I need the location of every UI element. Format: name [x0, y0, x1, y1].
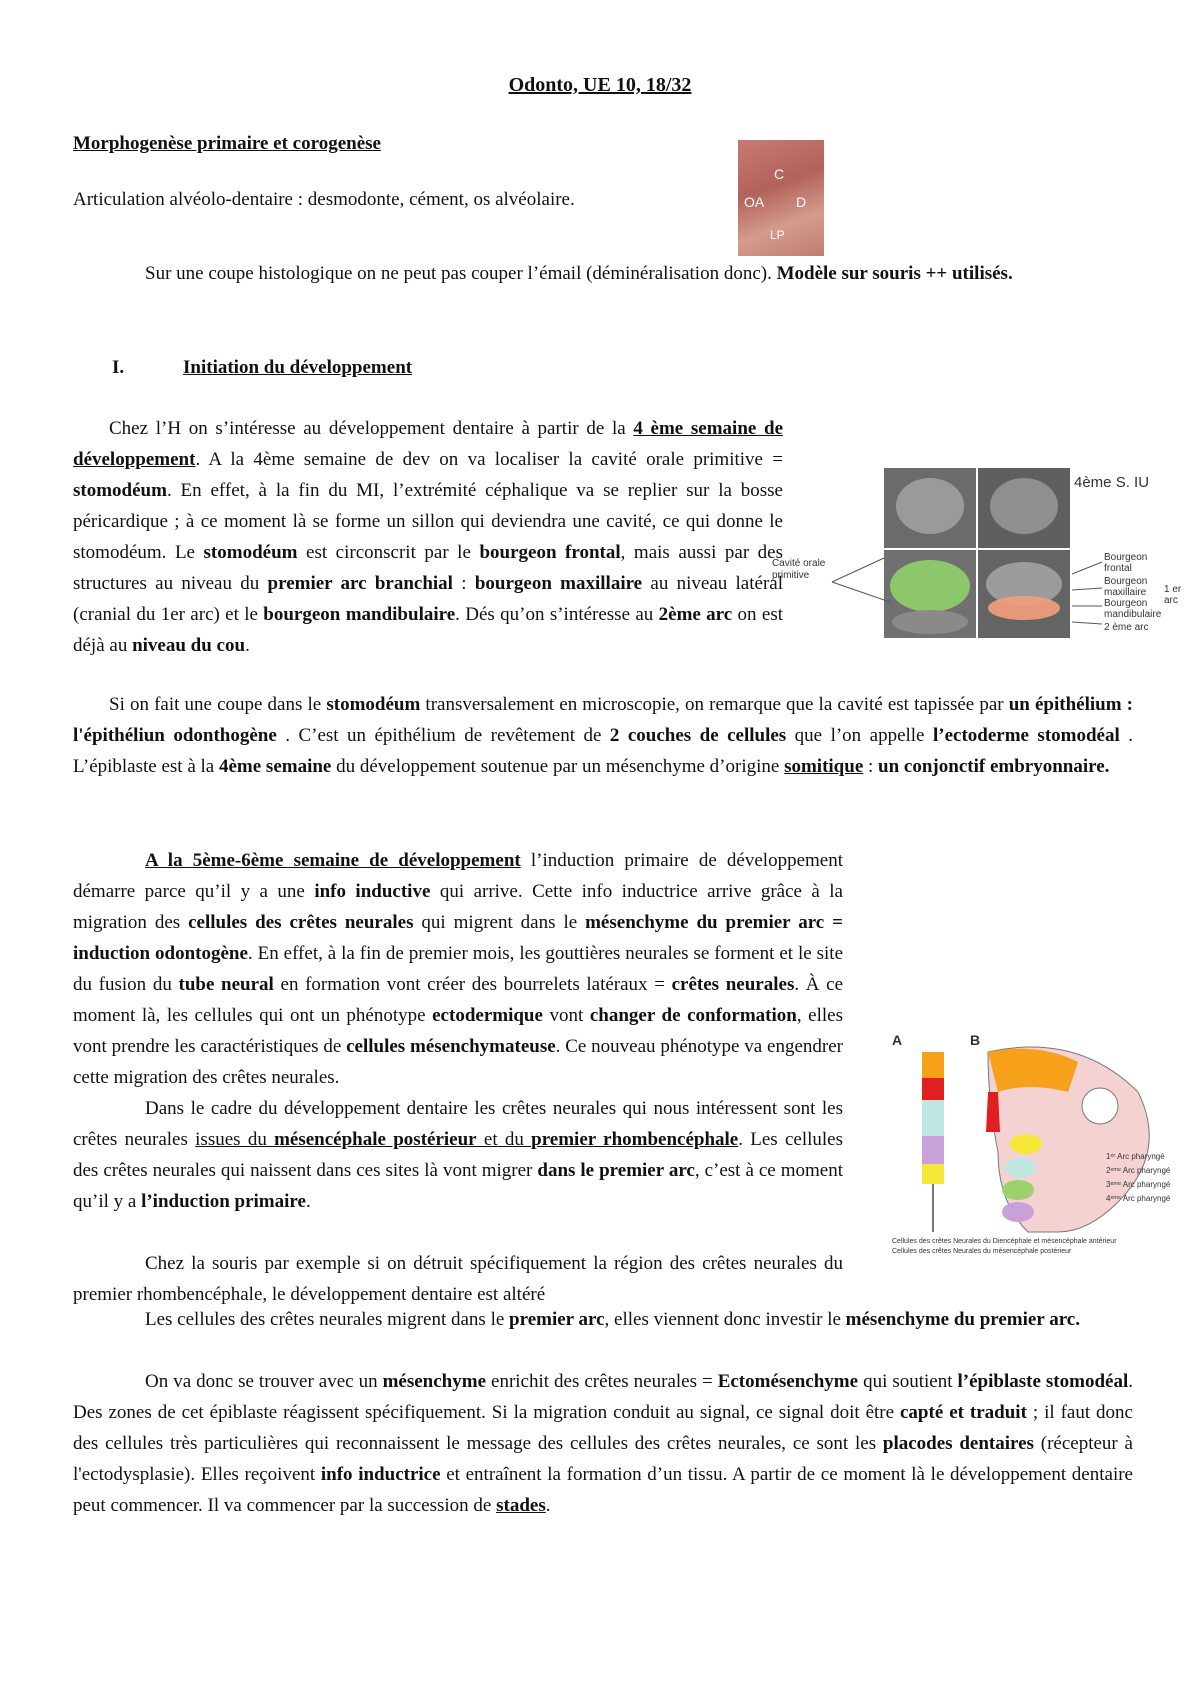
- figure-4th-week: [772, 466, 1182, 642]
- section-title: Morphogenèse primaire et corogenèse: [73, 133, 381, 154]
- sem-title: 4ème S. IU: [1074, 474, 1150, 491]
- crest-arc4: 4ᵉᵐᵉ Arc pharyngé: [1106, 1194, 1171, 1203]
- label-c: C: [774, 166, 785, 182]
- section1-title: Initiation du développement: [183, 357, 413, 378]
- label-2eme-arc: 2 ème arc: [1104, 622, 1149, 633]
- label-oa: OA: [744, 194, 765, 210]
- label-d: D: [796, 194, 807, 210]
- crest-legend1: Cellules des crêtes Neurales du Diencéphale et mésencéphale antérieur: [892, 1238, 1117, 1245]
- label-bourgeon-frontal: Bourgeon frontal: [1104, 552, 1148, 574]
- para2: Si on fait une coupe dans le stomodéum transversalement en microscopie, on remarque que la cavité est tapissée par un épithélium : l'épithéliun odonthogène . C’est un épithélium de revêtement de 2 couches de cellules que l’on appelle l’ectoderme stomodéal . L’épiblaste est à la 4ème semaine du développement soutenue par un mésenchyme d’origine somitique : un conjonctif embryonnaire.: [73, 694, 1133, 777]
- crest-label-b: B: [970, 1032, 981, 1048]
- label-lp: LP: [770, 228, 785, 242]
- para6: Les cellules des crêtes neurales migrent dans le premier arc, elles viennent donc investir le mésenchyme du premier arc.: [145, 1309, 1080, 1330]
- crest-label-a: A: [892, 1032, 903, 1048]
- para1: Chez l’H on s’intéresse au développement dentaire à partir de la 4 ème semaine de développement. A la 4ème semaine de dev on va localiser la cavité orale primitive = stomodéum. En effet, à la fin du MI, l’extrémité céphalique va se replier sur la bosse péricardique ; à ce moment là se forme un sillon qui deviendra une cavité, ce qui donne le stomodéum. Le stomodéum est circonscrit par le bourgeon frontal, mais aussi par des structures au niveau du premier arc branchial : bourgeon maxillaire au niveau latéral (cranial du 1er arc) et le bourgeon mandibulaire. Dés qu’on s’intéresse au 2ème arc on est déjà au niveau du cou.: [73, 418, 784, 656]
- label-bourgeon-mandibulaire: Bourgeon mandibulaire: [1104, 598, 1162, 620]
- crest-arc1: 1ᵉʳ Arc pharyngé: [1106, 1152, 1165, 1161]
- crest-arc2: 2ᵉᵐᵉ Arc pharyngé: [1106, 1166, 1171, 1175]
- intro-coupe: Sur une coupe histologique on ne peut pas couper l’émail (déminéralisation donc). Modèle sur souris ++ utilisés.: [145, 263, 1013, 284]
- page-title: Odonto, UE 10, 18/32: [508, 74, 692, 96]
- para7: On va donc se trouver avec un mésenchyme enrichit des crêtes neurales = Ectomésenchyme qui soutient l’épiblaste stomodéal. Des zones de cet épiblaste réagissent spécifiquement. Si la migration conduit au signal, ce signal doit être capté et traduit ; il faut donc des cellules très particulières qui reconnaissent le message des cellules des crêtes neurales, ce sont les placodes dentaires (récepteur à l'ectodysplasie). Elles reçoivent info inductrice et entraînent la formation d’un tissu. A partir de ce moment là le développement dentaire peut commencer. Il va commencer par la succession de stades.: [73, 1371, 1133, 1516]
- histology-image: [738, 140, 824, 256]
- crest-arc3: 3ᵉᵐᵉ Arc pharyngé: [1106, 1180, 1171, 1189]
- section1-number: I.: [112, 357, 125, 378]
- label-cavite-orale: Cavité orale primitive: [772, 558, 826, 581]
- crest-legend2: Cellules des crêtes Neurales du mésencéphale postérieur: [892, 1248, 1072, 1255]
- para5: Chez la souris par exemple si on détruit spécifiquement la région des crêtes neurales du premier rhombencéphale, le développement dentaire est altéré: [73, 1253, 843, 1305]
- label-1er-arc: 1 er arc: [1164, 584, 1182, 606]
- para4: Dans le cadre du développement dentaire les crêtes neurales qui nous intéressent sont les crêtes neurales issues du mésencéphale postérieur et du premier rhombencéphale. Les cellules des crêtes neurales qui naissent dans ces sites là vont migrer dans le premier arc, c’est à ce moment qu’il y a l’induction primaire.: [73, 1098, 844, 1212]
- para3: A la 5ème-6ème semaine de développement l’induction primaire de développement démarre parce qu’il y a une info inductive qui arrive. Cette info inductrice arrive grâce à la migration des cellules des crêtes neurales qui migrent dans le mésenchyme du premier arc = induction odontogène. En effet, à la fin de premier mois, les gouttières neurales se forment et le site du fusion du tube neural en formation vont créer des bourrelets latéraux = crêtes neurales. À ce moment là, les cellules qui ont un phénotype ectodermique vont changer de conformation, elles vont prendre les caractéristiques de cellules mésenchymateuse. Ce nouveau phénotype va engendrer cette migration des crêtes neurales.: [73, 850, 844, 1088]
- intro-articulation: Articulation alvéolo-dentaire : desmodonte, cément, os alvéolaire.: [73, 189, 575, 210]
- figure-neural-crest: [888, 1032, 1188, 1272]
- label-bourgeon-maxillaire: Bourgeon maxillaire: [1104, 576, 1148, 598]
